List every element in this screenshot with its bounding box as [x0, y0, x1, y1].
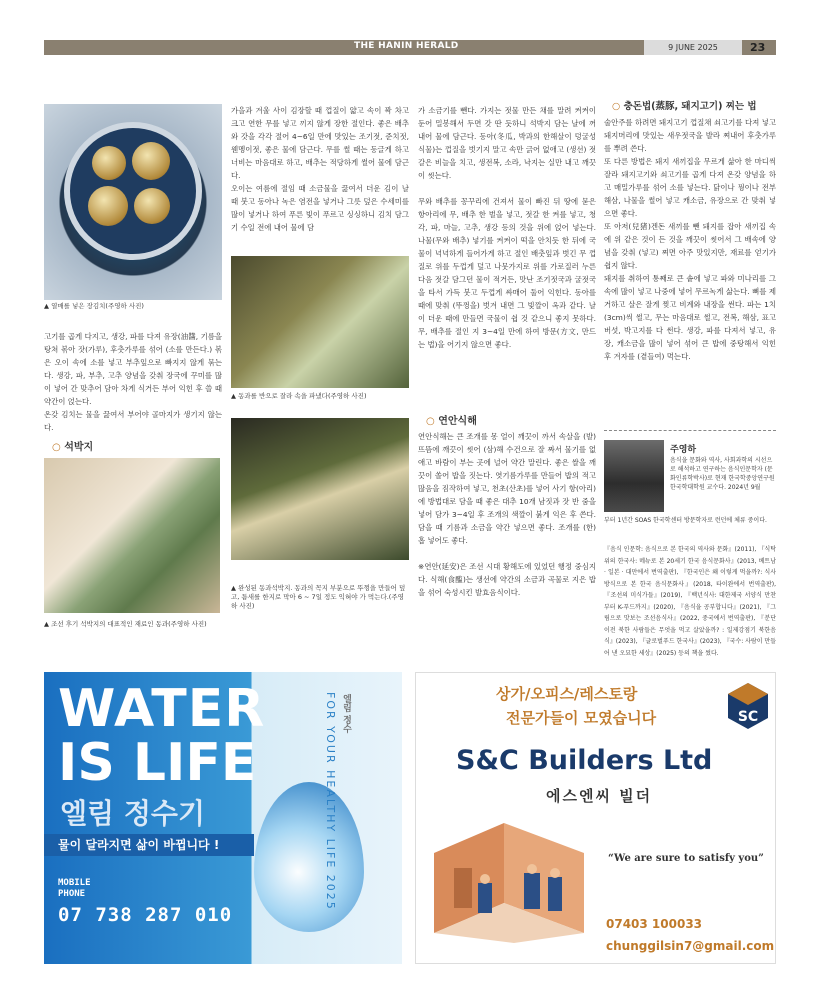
ad-headline-1: WATER — [58, 679, 266, 739]
author-photo — [604, 440, 664, 512]
bowl-image — [64, 122, 202, 260]
photo-winter-melon — [44, 458, 220, 613]
photo-caption: ▲ 완성된 동과석박지. 동과의 꼭지 부분으로 뚜껑을 만들어 덮고, 틈새를 한지로 막아 6 ~ 7일 정도 익혀야 가 먹는다.(주영하 사진) — [231, 584, 406, 610]
photo-melon-kimchi — [231, 418, 409, 560]
ad-company-name: S&C Builders Ltd — [456, 745, 713, 776]
pear-image — [92, 146, 126, 180]
section-heading: ○ 충돈법(蒸豚, 돼지고기) 찌는 법 — [612, 101, 757, 112]
mobile-label: MOBILE — [58, 878, 91, 888]
ad-line-2: 전문가들이 모였습니다 — [506, 709, 657, 727]
author-name: 주영하 — [670, 445, 697, 455]
ad-line-1: 상가/오피스/레스토랑 — [496, 685, 638, 703]
section-heading: ○ 석박지 — [52, 442, 94, 453]
article-text: 술안주를 하려면 돼지고기 껍질채 쇠고기를 다져 넣고 돼지머리에 맛있는 새우젓국을 발라 쪄내어 후춧가루를 뿌려 쓴다. 또 다른 방법은 돼지 새끼집을 무르게 삶아 한 마디씩 잘라 돼지고기와 쇠고기를 곱게 다져 온갖 양념을 하고 매밀가루를 섞어 소를 넣는다. 닭이나 꿩이나 전부 해삼, 나물을 썰어 넣고 캐소금, 유장으로 간 맞춰 넣으면 좋다. 또 아저(兒猪)겐돈 새끼를 뺀 돼지를 잡아 새끼집 속에 위 같은 것이 든 것을 깨끗이 씻어서 그 배속에 양념을 갖춰 (넣고) 쪄면 아주 맛있지만, 재료를 얻기가 쉽지 않다. 돼지를 취하여 통째로 큰 솥에 넣고 파와 미나리를 그 속에 많이 넣고 나중에 넣어 무르녹게 삶는다. 뼈를 제거하고 살은 잘게 찢고 비계와 내장을 썬다. 파는 1치(3cm)씩 썰고, 무는 마음대로 썰고, 전복, 해삼, 표고버섯, 박고지를 다 썬다. 생강, 파를 다져서 넣고, 유장, 캐소금을 많이 넣어 섞어 큰 밥에 중탕해서 익힌 후 겨자를 (곁들여) 먹는다. — [604, 118, 776, 361]
water-drop-image — [254, 782, 364, 932]
pear-image — [132, 142, 170, 180]
photo-pears-kimchi — [44, 104, 222, 300]
phone-label: PHONE — [58, 889, 86, 899]
photo-caption: ▲ 열매를 넣은 장김치(주영하 사진) — [44, 302, 144, 310]
ad-phone-label — [58, 878, 91, 900]
divider — [604, 430, 776, 431]
section-title: 석박지 — [64, 442, 94, 453]
ad-slogan: 물이 달라지면 삶이 바뀝니다 ! — [44, 834, 254, 856]
photo-caption: ▲ 조선 후기 석박지의 대표적인 재료인 동과(주영하 사진) — [44, 620, 207, 628]
ad-vertical-text: FOR YOUR HEALTHY LIFE 2025 — [324, 692, 337, 911]
section-heading: ○ 연안식해 — [426, 416, 477, 427]
construction-illustration — [424, 813, 594, 943]
section-title: 충돈법(蒸豚, 돼지고기) 찌는 법 — [623, 101, 757, 112]
ad-elim-water-purifier[interactable] — [44, 672, 402, 964]
photo-caption: ▲ 동과를 반으로 잘라 속을 파냈다(주영하 사진) — [231, 392, 367, 400]
ad-brand-name: 엘림 정수기 — [60, 797, 205, 830]
article-text: 연안식해는 큰 조개를 몽 얼이 깨끗이 까서 속살을 (발)뜨뜸에 깨끗이 씻어 (삼)해 수건으로 잘 짜서 물기를 없애고 바람이 부는 곳에 널어 약간 말린다. 좋은 쌀을 깨끗이 쏠어 밥을 짓는다. 엿기름가루를 만들어 밥의 적고 많음을 짐작하여 넣고, 천초(산초)를 넣어 사기 항(아리)에 방법대로 담을 때 좋은 대추 10개 남짓과 잣 반 줌을 넣어 담가 3~4일 후 조개의 색깔이 붉게 익은 후 쓴다. 담을 때 기름과 소금을 약간 넣으면 좋다. 조개를 (한) 홉 넣어도 좋다. ※연안(延安)은 조선 시대 황해도에 있었던 행정 중심지다. 식해(食醢)는 생선에 약간의 소금과 곡물로 지은 밥을 섞어 숙성시킨 발효음식이다. — [418, 432, 596, 597]
pear-image — [88, 186, 128, 226]
section-title: 연안식해 — [438, 416, 477, 427]
ad-quote: “We are sure to satisfy you” — [608, 853, 764, 864]
author-books: 『음식 인문학: 음식으로 본 한국의 역사와 문화』(2011), 『식탁 위의 한국사: 메뉴로 본 20세기 한국 음식문화사』(2013, 베트남 · 일본 · 대만에서 번역출판), 『한국인은 왜 이렇게 먹을까?: 식사방식으로 본 한국 음식문화사』(2018, 타이완에서 번역출판), 『조선의 미식가들』(2019), 『백년식사: 대한제국 서양식 만찬부터 K-푸드까지』(2020), 『음식을 공부합니다』(2021), 『그림으로 맛보는 조선음식사』(2022, 중국에서 번역출판), 『분단이전 북한 사람들은 무엇을 먹고 살았을까? : 일제강점기 북한음식』(2023), 『글로벌푸드 한국사』(2023), 『국수: 사람이 만들어 낸 오묘한 세상』(2025) 등의 책을 썼다. — [604, 546, 777, 657]
author-bio: 음식을 문화와 역사, 사회과학의 시선으로 해석하고 연구하는 음식인문학자 (문화인류학박사)로 현재 한국학중앙연구원 한국학대학원 교수다. 2024년 9월 — [670, 457, 775, 491]
logo-text: SC — [737, 709, 759, 725]
article-text: 가을과 겨울 사이 김장할 때 껍질이 얇고 속이 꽉 차고 크고 연한 무를 넣고 끼지 않게 장한 절인다. 좋은 배추와 갓을 각각 절어 4~6일 만에 맛있는 조기젓, 준치젓, 웬멩이젓, 좋은 물에 담근다. 무를 썰 때는 동글게 하고 너비는 마음대로 하고, 배추는 적당하게 썰어 물에 담근다. 오이는 여름에 절임 때 소금물을 끓여서 더운 김이 날 때 붓고 동아나 녹은 염전을 넣거나 그릇 덮은 수세미를 많이 넣거나 하여 푸른 빛이 푸르고 싱싱하니 김치 담그기 수일 전에 내어 물에 담 — [231, 106, 409, 232]
ad-phone[interactable]: 07403 100033 — [606, 917, 703, 931]
ad-vertical-korean: 엘림 정수 — [341, 694, 351, 734]
ad-phone-number[interactable]: 07 738 287 010 — [58, 904, 233, 926]
ad-sc-builders[interactable] — [415, 672, 776, 964]
pear-image — [134, 188, 170, 224]
author-bio-cont: 부터 1년간 SOAS 한국학센터 방문학자로 런던에 체류 중이다. — [604, 517, 767, 524]
masthead-title: THE HANIN HERALD — [354, 41, 459, 51]
photo-melon-scooping — [231, 256, 409, 388]
ad-company-korean: 에스엔씨 빌더 — [546, 787, 653, 805]
page-number: 23 — [750, 41, 766, 54]
ad-headline-2: IS LIFE — [58, 733, 257, 793]
ad-email[interactable]: chunggilsin7@gmail.com — [606, 939, 775, 953]
issue-date: 9 JUNE 2025 — [644, 40, 742, 55]
sc-logo-icon — [726, 681, 770, 741]
article-text: 가 소금기를 뺀다. 가지는 젓물 만든 채를 말려 켜켜이 둔어 밀봉해서 두면 갓 딴 듯하니 석박지 담는 날에 꺼내어 물에 담근다. 동아(冬瓜, 박과의 한해살이 덩굴성 식물)는 껍질을 벗기지 말고 속만 긁어 없애고 (생선) 젓갈은 비늘을 치고, 생전복, 소라, 낙지는 실만 내고 깨끗이 씻는다. 무와 배추를 꽁꾸리에 건져서 물이 빠진 뒤 땅에 묻은 항아리에 무, 배추 한 벌을 넣고, 젓갈 한 켜를 넣고, 청각, 파, 마늘, 고추, 생강 등의 것을 위에 얹어 넣는다. 나물(무와 배추) 넣기를 켜켜이 떡을 안치듯 한 뒤에 국물이 넉넉하게 들어가게 하고 절인 배춧잎과 벗긴 무 껍질로 위를 두껍게 덮고 나뭇가지로 위를 가로질러 누른 다음 젓갈 담그던 물이 적거든, 맛난 조기젓국과 굴젓국을 타서 가득 붓고 두껍게 싸매어 둘어 익힌다. 동아를 때에 맞춰 (뚜껑을) 벗겨 내면 그 빛깔이 옥과 같다. 날이 더운 때에 만들면 국물이 쉽 것 같으니 좋지 못하다. 무, 배추를 절인 지 3~4일 만에 하여 방문(方文, 만드는 법)을 어기지 않으면 좋다. — [418, 106, 596, 349]
article-text: 고기를 곱게 다지고, 생강, 파를 다져 유장(油醬, 기름을 탕쳐 볶아 잣(가루), 후춧가루를 섞어 (소를 만든다.) 볶은 오이 속에 소를 넣고 부추잎으로 빠지지 않게 묶는다. 생강, 파, 부추, 고추 양념을 갖춰 장국에 꾸미를 많이 넣어 간 맞추어 담아 차게 식거든 부어 익힌 후 쓸 때 약간이 얹는다. 온갖 김치는 물을 끓여서 부어야 골마지가 생기지 않는다. — [44, 332, 222, 432]
